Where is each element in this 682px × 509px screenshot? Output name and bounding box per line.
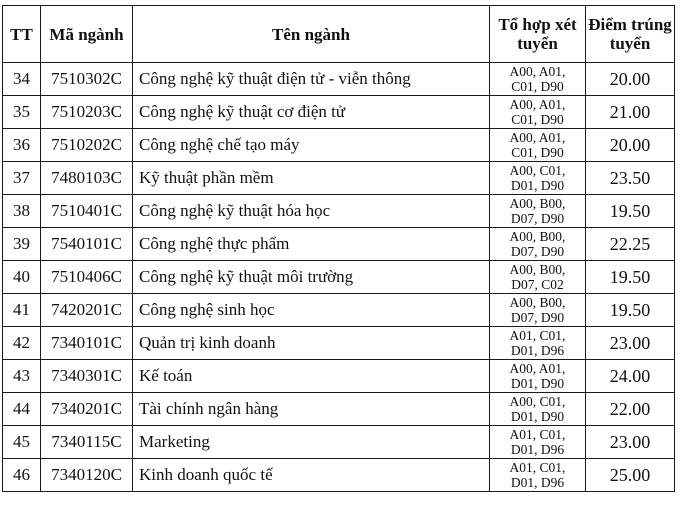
header-major-name: Tên ngành	[133, 6, 490, 63]
major-name: Quản trị kinh doanh	[133, 327, 490, 360]
major-code: 7510302C	[41, 63, 133, 96]
row-index: 37	[3, 162, 41, 195]
major-code: 7540101C	[41, 228, 133, 261]
admission-score: 19.50	[586, 294, 675, 327]
admission-score: 24.00	[586, 360, 675, 393]
major-name: Công nghệ kỹ thuật điện tử - viễn thông	[133, 63, 490, 96]
combination-line-1: A01, C01,	[509, 427, 566, 442]
major-name: Công nghệ kỹ thuật cơ điện tử	[133, 96, 490, 129]
admission-score: 23.50	[586, 162, 675, 195]
admission-score: 23.00	[586, 327, 675, 360]
row-index: 41	[3, 294, 41, 327]
table-row	[3, 228, 675, 261]
table-row	[3, 360, 675, 393]
combination-line-1: A00, B00,	[509, 196, 566, 211]
table-row	[3, 294, 675, 327]
admission-score: 22.25	[586, 228, 675, 261]
major-code: 7510202C	[41, 129, 133, 162]
combination-line-2: C01, D90	[511, 112, 564, 127]
row-index: 36	[3, 129, 41, 162]
row-index: 45	[3, 426, 41, 459]
admission-score: 21.00	[586, 96, 675, 129]
header-admission-score: Điểm trúng tuyển	[586, 6, 675, 63]
combination-line-2: C01, D90	[511, 79, 564, 94]
major-name: Công nghệ chế tạo máy	[133, 129, 490, 162]
table-row	[3, 96, 675, 129]
combination-line-2: D07, D90	[510, 310, 565, 325]
combination-line-2: D07, D90	[510, 244, 565, 259]
table-row	[3, 327, 675, 360]
admission-score: 22.00	[586, 393, 675, 426]
major-code: 7420201C	[41, 294, 133, 327]
major-code: 7340201C	[41, 393, 133, 426]
table-row	[3, 426, 675, 459]
row-index: 42	[3, 327, 41, 360]
major-code: 7340301C	[41, 360, 133, 393]
admission-score: 20.00	[586, 129, 675, 162]
header-tt: TT	[3, 6, 41, 63]
combination-line-1: A00, B00,	[509, 229, 566, 244]
row-index: 43	[3, 360, 41, 393]
subject-combination	[490, 459, 586, 492]
major-code: 7340101C	[41, 327, 133, 360]
subject-combination	[490, 393, 586, 426]
admission-score: 20.00	[586, 63, 675, 96]
subject-combination	[490, 426, 586, 459]
row-index: 44	[3, 393, 41, 426]
combination-line-1: A00, B00,	[509, 295, 566, 310]
admission-score: 25.00	[586, 459, 675, 492]
subject-combination	[490, 63, 586, 96]
combination-line-1: A00, A01,	[509, 64, 566, 79]
subject-combination	[490, 96, 586, 129]
major-name: Kế toán	[133, 360, 490, 393]
major-name: Công nghệ kỹ thuật môi trường	[133, 261, 490, 294]
combination-line-2: D01, D90	[510, 376, 565, 391]
combination-line-1: A00, A01,	[509, 130, 566, 145]
header-row	[3, 6, 675, 63]
subject-combination	[490, 228, 586, 261]
table-row	[3, 63, 675, 96]
combination-line-2: D01, D90	[510, 409, 565, 424]
table-row	[3, 393, 675, 426]
subject-combination	[490, 360, 586, 393]
subject-combination	[490, 129, 586, 162]
subject-combination	[490, 327, 586, 360]
table-row	[3, 459, 675, 492]
header-subject-combination: Tổ hợp xét tuyển	[490, 6, 586, 63]
admission-score: 23.00	[586, 426, 675, 459]
combination-line-2: C01, D90	[511, 145, 564, 160]
major-name: Công nghệ kỹ thuật hóa học	[133, 195, 490, 228]
combination-line-2: D01, D90	[510, 178, 565, 193]
major-name: Kỹ thuật phần mềm	[133, 162, 490, 195]
table-row	[3, 162, 675, 195]
combination-line-2: D01, D96	[510, 343, 565, 358]
major-code: 7510203C	[41, 96, 133, 129]
major-name: Marketing	[133, 426, 490, 459]
combination-line-2: D01, D96	[510, 475, 565, 490]
major-code: 7340115C	[41, 426, 133, 459]
row-index: 38	[3, 195, 41, 228]
combination-line-2: D01, D96	[510, 442, 565, 457]
table-body	[3, 63, 675, 492]
subject-combination	[490, 162, 586, 195]
table-header	[3, 6, 675, 63]
row-index: 34	[3, 63, 41, 96]
table-row	[3, 195, 675, 228]
admission-scores-table-container	[2, 5, 675, 492]
subject-combination	[490, 195, 586, 228]
subject-combination	[490, 261, 586, 294]
major-name: Kinh doanh quốc tế	[133, 459, 490, 492]
admission-score: 19.50	[586, 195, 675, 228]
major-code: 7510406C	[41, 261, 133, 294]
admission-scores-table	[2, 5, 675, 492]
admission-score: 19.50	[586, 261, 675, 294]
subject-combination	[490, 294, 586, 327]
row-index: 46	[3, 459, 41, 492]
combination-line-1: A00, C01,	[509, 163, 566, 178]
combination-line-2: D07, C02	[511, 277, 564, 292]
row-index: 35	[3, 96, 41, 129]
major-name: Công nghệ sinh học	[133, 294, 490, 327]
major-code: 7480103C	[41, 162, 133, 195]
combination-line-1: A01, C01,	[509, 460, 566, 475]
table-row	[3, 261, 675, 294]
combination-line-1: A00, B00,	[509, 262, 566, 277]
combination-line-1: A00, A01,	[509, 361, 566, 376]
table-row	[3, 129, 675, 162]
combination-line-1: A00, A01,	[509, 97, 566, 112]
combination-line-1: A01, C01,	[509, 328, 566, 343]
major-code: 7510401C	[41, 195, 133, 228]
combination-line-1: A00, C01,	[509, 394, 566, 409]
header-major-code: Mã ngành	[41, 6, 133, 63]
combination-line-2: D07, D90	[510, 211, 565, 226]
major-name: Tài chính ngân hàng	[133, 393, 490, 426]
row-index: 40	[3, 261, 41, 294]
major-name: Công nghệ thực phẩm	[133, 228, 490, 261]
row-index: 39	[3, 228, 41, 261]
major-code: 7340120C	[41, 459, 133, 492]
